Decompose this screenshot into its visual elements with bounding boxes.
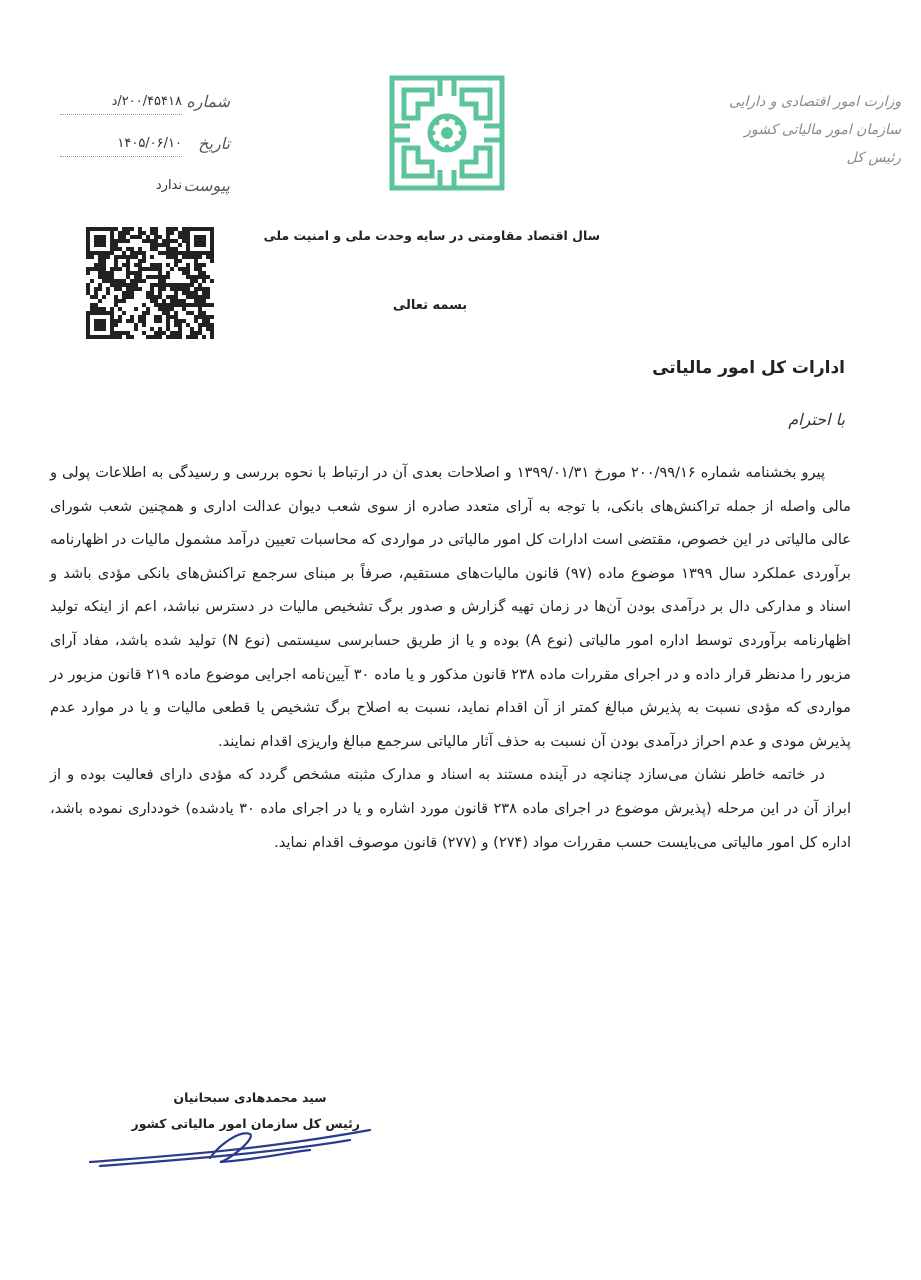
signatory-title: رئیس کل سازمان امور مالیاتی کشور (131, 1116, 360, 1131)
letter-meta (60, 92, 230, 218)
dotted-line (60, 114, 182, 115)
number-row (60, 92, 230, 134)
qr-code-icon (86, 227, 214, 339)
date-value: ۱۴۰۵/۰۶/۱۰ (117, 136, 182, 151)
bismillah-heading: بسمه تعالی (392, 298, 468, 313)
ministry-line: رئیس کل (846, 150, 901, 166)
letter-body (50, 456, 851, 859)
attachment-value: ندارد (155, 178, 182, 193)
attachment-row (60, 176, 230, 218)
signatory-name: سید محمدهادی سبحانیان (173, 1090, 327, 1105)
recipient-heading: ادارات کل امور مالیاتی (652, 358, 845, 378)
body-paragraph: پیرو بخشنامه شماره ۲۰۰/۹۹/۱۶ مورخ ۱۳۹۹/۰۱/۳۱ و اصلاحات بعدی آن در ارتباط با نحوه بررسی و رسیدگی به اطلاعات پولی و مالی واصله از جمله تراکنش‌های بانکی، با توجه به آرای متعدد صادره از سوی شعب دیوان عدالت اداری و همچنین شعب شورای عالی مالیاتی در این خصوص، مقتضی است ادارات کل امور مالیاتی در مواردی که محاسبات تعیین درآمد مشمول مالیات در اظهارنامه برآوردی عملکرد سال ۱۳۹۹ موضوع ماده (۹۷) قانون مالیات‌های مستقیم، صرفاً بر مبنای سرجمع تراکنش‌های بانکی مؤدی باشد و اسناد و مدارکی دال بر درآمدی بودن آن‌ها در زمان تهیه گزارش و صدور برگ تشخیص مالیات در دسترس نباشد، اعم از اینکه تولید اظهارنامه برآوردی توسط اداره امور مالیاتی (نوع A) بوده و یا از طریق حسابرسی سیستمی (نوع N) تولید شده باشد، مفاد آرای مزبور را مدنظر قرار داده و در اجرای مقررات ماده ۲۳۸ قانون مذکور و یا ماده ۳۰ آیین‌نامه اجرایی موضوع ماده ۲۱۹ قانون مزبور در مواردی که مؤدی نسبت به پذیرش مبالغ کمتر از آن اقدام نماید، نسبت به اصلاح برگ تشخیص یا قطعی مالیات و یا در موارد عدم پذیرش مودی و عدم احراز درآمدی بودن آن نسبت به حذف آثار مالیاتی سرجمع مبالغ واریزی اقدام نمایند. (50, 464, 851, 750)
ministry-header (681, 88, 901, 172)
signature-icon (80, 1100, 380, 1180)
number-value: ۲۰۰/۴۵۴۱۸/د (111, 94, 182, 109)
body-paragraph: در خاتمه خاطر نشان می‌سازد چنانچه در آینده مستند به اسناد و مدارک مثبته مشخص گردد که مؤدی دارای فعالیت بوده و از ابراز آن در این مرحله (پذیرش موضوع در اجرای ماده ۲۳۸ قانون مورد اشاره و یا در اجرای ماده ۳۰ یادشده) خودداری نموده باشد، اداره کل امور مالیاتی می‌بایست حسب مقررات مواد (۲۷۴) و (۲۷۷) قانون موصوف اقدام نماید. (50, 766, 852, 851)
number-label: شماره (186, 92, 230, 111)
salutation: با احترام (788, 410, 845, 429)
year-motto: سال اقتصاد مقاومتی در سایه وحدت ملی و امنیت ملی (263, 228, 600, 243)
date-row (60, 134, 230, 176)
ministry-line: وزارت امور اقتصادی و دارایی (728, 94, 901, 110)
ministry-line: سازمان امور مالیاتی کشور (744, 122, 901, 138)
attachment-label: پیوست (183, 176, 230, 195)
dotted-line (60, 156, 182, 157)
date-label: تاریخ (198, 134, 230, 153)
tax-organization-emblem-icon (388, 74, 506, 192)
